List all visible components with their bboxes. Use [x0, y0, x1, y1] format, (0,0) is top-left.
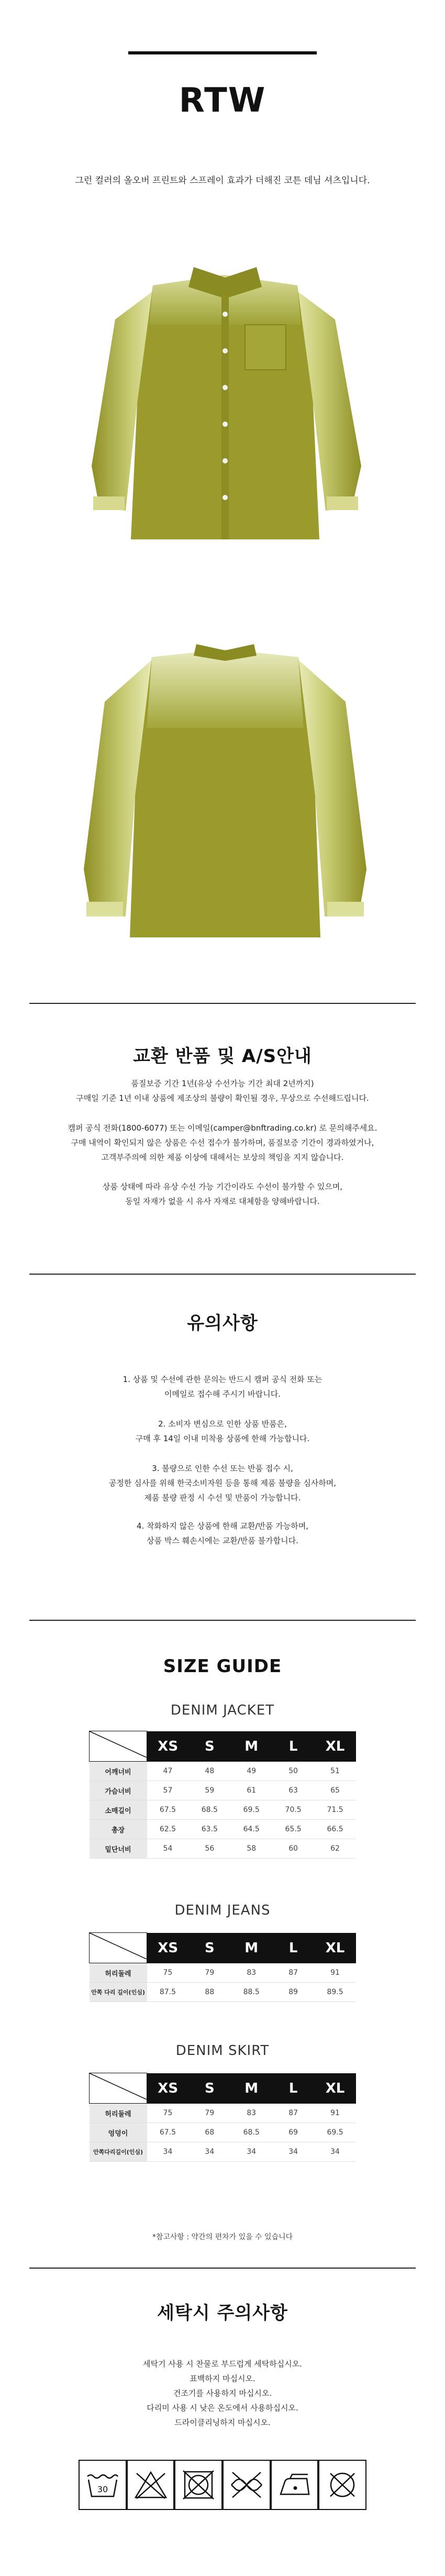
care-title: 세탁시 주의사항 [157, 2303, 288, 2324]
table-cell: 58 [230, 1839, 272, 1859]
table-cell: 34 [188, 2142, 230, 2162]
text-line: 구매일 기준 1년 이내 상품에 제조상의 불량이 확인될 경우, 무상으로 수선해드립니다. [76, 1093, 369, 1103]
row-label: 안쪽 다리 길이(인심) [90, 1983, 147, 2002]
page-title: RTW [179, 81, 266, 120]
table-cell: 56 [188, 1839, 230, 1859]
table-cell: 66.5 [314, 1820, 356, 1839]
caution-item-4 [0, 1519, 445, 1548]
table-cell: 89 [272, 1983, 314, 2002]
table-row [90, 1963, 357, 1983]
table-cell: 69.5 [314, 2123, 356, 2142]
table-row [90, 1820, 357, 1839]
size-header: M [230, 2073, 272, 2104]
text-line: 1. 상품 및 수선에 관한 문의는 반드시 캠퍼 공식 전화 또는 [123, 1375, 322, 1384]
product-front-image [0, 246, 445, 560]
table-cell: 47 [147, 1762, 189, 1781]
table-cell: 67.5 [147, 1800, 189, 1820]
table-corner [90, 1933, 147, 1963]
text-line: 제품 불량 판정 시 수선 및 반품이 가능합니다. [144, 1493, 301, 1502]
size-header: L [272, 2073, 314, 2104]
jacket-table-title: DENIM JACKET [170, 1702, 275, 1718]
table-cell: 69.5 [230, 1800, 272, 1820]
table-cell: 69 [272, 2123, 314, 2142]
svg-text:30: 30 [97, 2484, 108, 2494]
text-line: 드라이클리닝하지 마십시오. [174, 2418, 271, 2427]
size-header: S [188, 1731, 230, 1762]
table-row [90, 2142, 357, 2162]
table-row [90, 1762, 357, 1781]
table-cell: 34 [314, 2142, 356, 2162]
table-cell: 88 [188, 1983, 230, 2002]
table-cell: 91 [314, 1963, 356, 1983]
text-line: 고객부주의에 의한 제품 이상에 대해서는 보상의 책임을 지지 않습니다. [101, 1153, 344, 1162]
text-line: 품질보증 기간 1년(유상 수선가능 기간 최대 2년까지) [131, 1079, 314, 1088]
size-header: M [230, 1933, 272, 1963]
header-top-bar [128, 51, 317, 54]
size-header: S [188, 2073, 230, 2104]
table-row [90, 2104, 357, 2123]
table-cell: 48 [188, 1762, 230, 1781]
table-cell: 62.5 [147, 1820, 189, 1839]
table-cell: 57 [147, 1781, 189, 1800]
caution-item-3 [0, 1461, 445, 1505]
size-header: M [230, 1731, 272, 1762]
table-cell: 65.5 [272, 1820, 314, 1839]
table-cell: 59 [188, 1781, 230, 1800]
table-cell: 51 [314, 1762, 356, 1781]
table-cell: 60 [272, 1839, 314, 1859]
text-line: 다리미 사용 시 낮은 온도에서 사용하십시오. [147, 2403, 298, 2413]
table-row [90, 2123, 357, 2142]
skirt-size-table [89, 2073, 356, 2162]
table-cell: 79 [188, 2104, 230, 2123]
iron-low-icon [271, 2460, 319, 2510]
text-line: 세탁기 사용 시 찬물로 부드럽게 세탁하십시오. [143, 2359, 302, 2369]
table-cell: 64.5 [230, 1820, 272, 1839]
table-corner [90, 2073, 147, 2104]
caution-item-2 [0, 1417, 445, 1446]
table-cell: 54 [147, 1839, 189, 1859]
text-line: 상품 상태에 따라 유상 수선 가능 기간이라도 수선이 불가할 수 있으며, [102, 1182, 343, 1191]
table-row [90, 1983, 357, 2002]
row-label: 엉덩이 [90, 2123, 147, 2142]
skirt-table-title: DENIM SKIRT [175, 2043, 270, 2059]
table-cell: 83 [230, 2104, 272, 2123]
row-label: 어깨너비 [90, 1762, 147, 1781]
caution-title: 유의사항 [187, 1313, 258, 1334]
text-line: 2. 소비자 변심으로 인한 상품 반품은, [158, 1419, 287, 1429]
row-label: 밑단너비 [90, 1839, 147, 1859]
exchange-para-repair [0, 1179, 445, 1209]
no-wring-icon [222, 2460, 271, 2510]
table-cell: 62 [314, 1839, 356, 1859]
table-cell: 87 [272, 1963, 314, 1983]
table-cell: 68 [188, 2123, 230, 2142]
exchange-divider [29, 1003, 416, 1004]
row-label: 총장 [90, 1820, 147, 1839]
no-bleach-icon [127, 2460, 175, 2510]
text-line: 3. 불량으로 인한 수선 또는 반품 접수 시, [152, 1464, 293, 1473]
text-line: 이메일로 접수해 주시기 바랍니다. [164, 1389, 281, 1399]
table-row [90, 1800, 357, 1820]
row-label: 안쪽다리길이(인심) [90, 2142, 147, 2162]
table-cell: 91 [314, 2104, 356, 2123]
table-row [90, 1781, 357, 1800]
size-guide-title: SIZE GUIDE [163, 1656, 282, 1677]
size-header: XS [147, 2073, 189, 2104]
text-line: 상품 박스 훼손시에는 교환/반품 불가합니다. [147, 1536, 298, 1545]
table-cell: 63.5 [188, 1820, 230, 1839]
text-line: 공정한 심사를 위해 한국소비자원 등을 통해 제품 불량을 심사하며, [108, 1478, 337, 1488]
exchange-para-warranty [0, 1076, 445, 1105]
no-dryclean-icon [318, 2460, 366, 2510]
caution-item-1 [0, 1372, 445, 1401]
care-instructions [0, 2357, 445, 2430]
size-header: L [272, 1933, 314, 1963]
size-header: XL [314, 1731, 356, 1762]
table-cell: 87 [272, 2104, 314, 2123]
table-cell: 34 [230, 2142, 272, 2162]
text-line: 구매 내역이 확인되지 않은 상품은 수선 접수가 불가하며, 품질보증 기간이 경과하였거나, [71, 1138, 374, 1147]
size-note: *참고사항 : 약간의 편차가 있을 수 있습니다 [152, 2233, 293, 2241]
table-cell: 87.5 [147, 1983, 189, 2002]
table-cell: 68.5 [188, 1800, 230, 1820]
text-line: 구매 후 14일 이내 미착용 상품에 한해 가능합니다. [135, 1434, 310, 1443]
table-cell: 34 [147, 2142, 189, 2162]
wash-30-icon [79, 2460, 127, 2510]
jacket-size-table [89, 1731, 356, 1859]
exchange-para-contact [0, 1121, 445, 1165]
table-cell: 70.5 [272, 1800, 314, 1820]
jeans-size-table [89, 1932, 356, 2002]
table-cell: 75 [147, 1963, 189, 1983]
table-row [90, 1839, 357, 1859]
table-cell: 65 [314, 1781, 356, 1800]
row-label: 허리둘레 [90, 1963, 147, 1983]
product-back-image [0, 623, 445, 948]
table-cell: 50 [272, 1762, 314, 1781]
table-cell: 61 [230, 1781, 272, 1800]
table-cell: 89.5 [314, 1983, 356, 2002]
table-cell: 71.5 [314, 1800, 356, 1820]
exchange-title: 교환 반품 및 A/S안내 [133, 1046, 312, 1067]
size-header: S [188, 1933, 230, 1963]
table-cell: 34 [272, 2142, 314, 2162]
size-header: XS [147, 1731, 189, 1762]
product-intro: 그런 컬러의 올오버 프린트와 스프레이 효과가 더해진 코튼 데님 셔츠입니다. [75, 175, 370, 186]
text-line: 캠퍼 공식 전화(1800-6077) 또는 이메일(camper@bnftrading.co.kr) 로 문의해주세요. [68, 1123, 377, 1133]
table-cell: 49 [230, 1762, 272, 1781]
text-line: 동일 자재가 없을 시 유사 자재로 대체함을 양해바랍니다. [125, 1197, 320, 1206]
table-cell: 83 [230, 1963, 272, 1983]
jeans-table-title: DENIM JEANS [174, 1903, 271, 1918]
size-header: XL [314, 1933, 356, 1963]
table-cell: 68.5 [230, 2123, 272, 2142]
row-label: 가슴너비 [90, 1781, 147, 1800]
row-label: 허리둘레 [90, 2104, 147, 2123]
table-cell: 88.5 [230, 1983, 272, 2002]
table-cell: 75 [147, 2104, 189, 2123]
care-divider [29, 2268, 416, 2269]
size-guide-divider [29, 1620, 416, 1621]
text-line: 표백하지 마십시오. [190, 2374, 255, 2383]
size-header: XL [314, 2073, 356, 2104]
size-header: L [272, 1731, 314, 1762]
row-label: 소매길이 [90, 1800, 147, 1820]
text-line: 건조기를 사용하지 마십시오. [173, 2389, 272, 2398]
no-tumble-dry-icon [174, 2460, 222, 2510]
caution-divider [29, 1274, 416, 1275]
table-cell: 63 [272, 1781, 314, 1800]
care-icons [79, 2460, 366, 2510]
table-corner [90, 1731, 147, 1762]
size-header: XS [147, 1933, 189, 1963]
table-cell: 67.5 [147, 2123, 189, 2142]
table-cell: 79 [188, 1963, 230, 1983]
text-line: 4. 착화하지 않은 상품에 한해 교환/반품 가능하며, [136, 1521, 309, 1531]
